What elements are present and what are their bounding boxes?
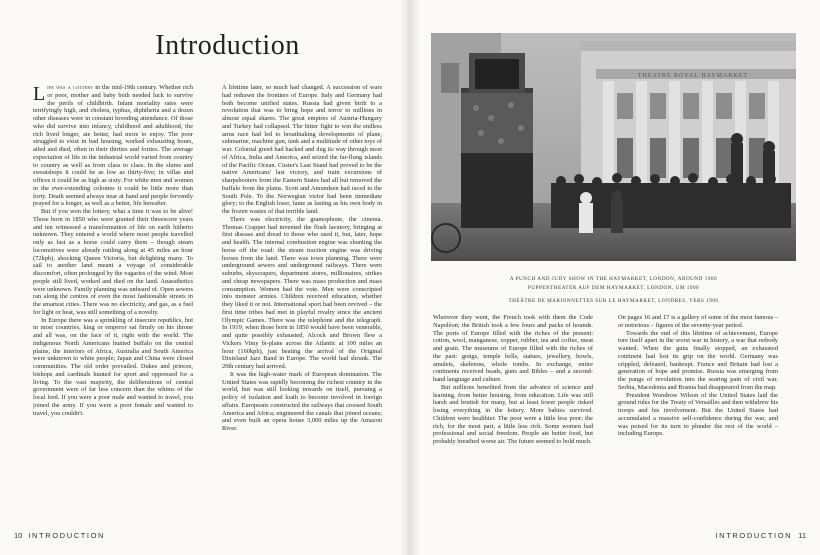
drop-cap: L bbox=[33, 84, 46, 105]
paragraph bbox=[33, 84, 193, 208]
running-head: INTRODUCTION bbox=[715, 531, 793, 540]
lead-in: ife was a lottery bbox=[47, 84, 94, 91]
right-column-2 bbox=[618, 314, 778, 534]
paragraph: But millions benefited from the advance of science and learning, from better housing, from education. Life was still harsh and brutish for many, but at least fewer people risked losing everything in the lottery. More babies survived. Children were healthier. The poor were a little less poor; the rich, for the most part, a little less rich. Some women had professional and social freedom. People ate better food, but probably breathed worse air. The future seemed to hold much. bbox=[433, 383, 593, 445]
paragraph-text: in the mid-19th century. Whether rich or poor, mother and baby both needed luck to survive the perils of childbirth. Infant mortality rates were terrifyingly high, and cholera, typhus, diphtheria and a dozen other diseases were in constant brooding attendance. Of those who did survive into infancy, childhood and adulthood, the rich lived longer, ate better, had more to enjoy. The poor struggled to exist in bad housing, worked exhausting hours, ailed and died, often in their thirties and forties. The average expectation of life in the industrial world varied from country to country as well as from class to class. In the slums and sweatshops it could be as low as thirty-five; in villas and offices it could be as high as sixty. For white men and women in the ever-extending colonies it could be little more than forty. Death seemed always near at hand and people fervently prayed for a longer, as well as a better, life hereafter. bbox=[33, 84, 193, 208]
page-footer-right bbox=[716, 531, 813, 540]
right-column-1 bbox=[433, 314, 593, 534]
right-page bbox=[410, 0, 820, 555]
left-column-1 bbox=[33, 84, 193, 534]
page-title: Introduction bbox=[155, 30, 300, 61]
theatre-sign: THEATRE ROYAL HAYMARKET bbox=[637, 73, 749, 79]
paragraph: Wherever they went, the French took with them the Code Napoléon; the British took a few fours and packs of hounds. The ports of Europe filled with the riches of the present: cotton, wool, manganese, copper, rubber, tea and coffee, meat and grain. The museums of Europe filled with the riches of the past: gongs, temple bells, statues, jewellery, bowls, amulets, skeletons, whole tombs. In exchange, entire continents received beads, guns and Bibles – and a second-hand language and culture. bbox=[433, 314, 593, 383]
paragraph: In Europe there was a sprinkling of insecure republics, but in most countries, king or emperor sat firmly on his throne and all was, on the face of it, right with the world. The indigenous North Americans hunted buffalo on the central plains; the interiors of Africa, Australia and South America were unknown to white people; Japan and China were closed communities. The old order prevailed. Dukes and princes, bishops and cardinals hunted for sport and oppressed for a living. To the vast majority, the deliberations of central government were of far less concern than the whims of the local lord. If you were a poor male and wanted to travel, you joined the army. If you were a poor female and wanted to travel, you couldn't. bbox=[33, 316, 193, 417]
left-column-2 bbox=[222, 84, 382, 534]
photo-caption-english: A PUNCH AND JUDY SHOW IN THE HAYMARKET, LONDON, AROUND 1900 bbox=[509, 276, 718, 282]
paragraph: There was electricity, the gramophone, the cinema. Thomas Crapper had invented the flush lavatory, bringing at first disease and dread to those who used it, but, later, hope and health. The internal combustion engine was shunting the horse off the road: the steam traction engine was driving horses from the land. There was town planning. There were underground sewers and underground railways. There were suburbs, skyscrapers, department stores, millionaires, strikes and cheap newspapers. There was mass production and mass consumption. Women had the vote. Men were conscripted into monster armies. Children received education, whether they liked it or not. International sport had been revived – the first time tribes had met in playful rivalry since the ancient Olympic Games. There was the telephone and the telegraph. In 1919, when those born in 1850 would have been venerable, and quite possibly exhausted, Alcock and Brown flew a Vickers Vimy bi-plane across the Atlantic at 100 miles an hour (160kph), just beating the arrival of the Original Dixieland Jazz Band in Europe. The world had shrunk. The 20th century had arrived. bbox=[222, 215, 382, 370]
paragraph: It was the high-water mark of European domination. The United States was rapidly becoming the richest country in the world, but was still looking inwards on itself, pursuing a policy of isolation and loath to become involved in foreign affairs. Europeans constructed the railways that crossed South America and Africa; engineered the canals that joined oceans; and even built an opera house 3,000 miles up the Amazon River. bbox=[222, 370, 382, 432]
page-footer-left bbox=[8, 531, 105, 540]
page-number: 10 bbox=[14, 531, 23, 540]
punch-and-judy-photo bbox=[431, 33, 796, 261]
paragraph: But if you won the lottery, what a time it was to be alive! Those born in 1850 who were granted their threescore years and ten witnessed a transformation of life on earth hitherto unknown. They entered a world where most people travelled only as fast as a horse could carry them – though steam locomotives were already rattling along at 45 miles an hour (72kph), shocking Queen Victoria, but delighting many. To sail to another land meant a voyage of considerable discomfort, often prolonged by the vagaries of the wind. Most people still lived, worked and died on the land. Anaesthetics were unknown. Family planning was unheard of. Open sewers ran along the centres of even the most fashionable streets in the smartest cities. There was no electricity, and gas, as a fuel for light or heat, was still something of a novelty. bbox=[33, 208, 193, 316]
running-head: INTRODUCTION bbox=[28, 531, 106, 540]
photo-caption-french: THÉÂTRE DE MARIONNETTES SUR LE HAYMARKET, LONDRES, VERS 1900 bbox=[508, 298, 719, 304]
photo-caption-german: PUPPENTHEATER AUF DEM HAYMARKET, LONDON, UM 1900 bbox=[527, 285, 700, 291]
historical-photo bbox=[431, 33, 796, 261]
paragraph: Towards the end of this lifetime of achievement, Europe tore itself apart in the worst war in history, a war that nobody wanted. When the guns finally stopped, an exhausted continent had lost its grip on the world. Germany was crippled, defeated, bankrupt. France and Britain had lost a generation of hope and promise. Russia was emerging from the pangs of revolution into the searing pain of civil war. Serbia, Macedonia and Bosnia had disappeared from the map. bbox=[618, 329, 778, 391]
book-gutter bbox=[400, 0, 420, 555]
paragraph: A lifetime later, so much had changed. A succession of wars had redrawn the frontiers of Europe. Italy and Germany had both become unified states. Russia had given birth to a revolution that was to bring hope and terror to millions in almost equal shares. The great empires of Austria-Hungary and Turkey had collapsed. The bitter fight to win the endless arms race had led to breathtaking developments of plane, submarine, machine gun, tank and a multitude of other toys of war. Colonial greed had hacked and dug its way through most of Africa, India and America, and seized the far-flung islands of the Pacific Ocean. Custer's Last Stand had proved to be the native Americans' last victory, and train excursions of sharpshooters from the Eastern States had all but removed the buffalo from the plains. Scott and Amundsen had raced to the South Pole. To the Norwegian victor had been immediate glory; to the English loser, fame as lasting as his own body in the frozen wastes of that terrible land. bbox=[222, 84, 382, 215]
paragraph: On pages 16 and 17 is a gallery of some of the most famous – or notorious – figures of the seventy-year period. bbox=[618, 314, 778, 329]
paragraph: President Woodrow Wilson of the United States laid the ground rules for the Treaty of Versailles and then withdrew his troops and his involvement. But the United States had accumulated a massive self-confidence during the war, and was poised for its turn to plunder the rest of the world – including Europe. bbox=[618, 391, 778, 438]
page-number: 11 bbox=[798, 531, 806, 540]
